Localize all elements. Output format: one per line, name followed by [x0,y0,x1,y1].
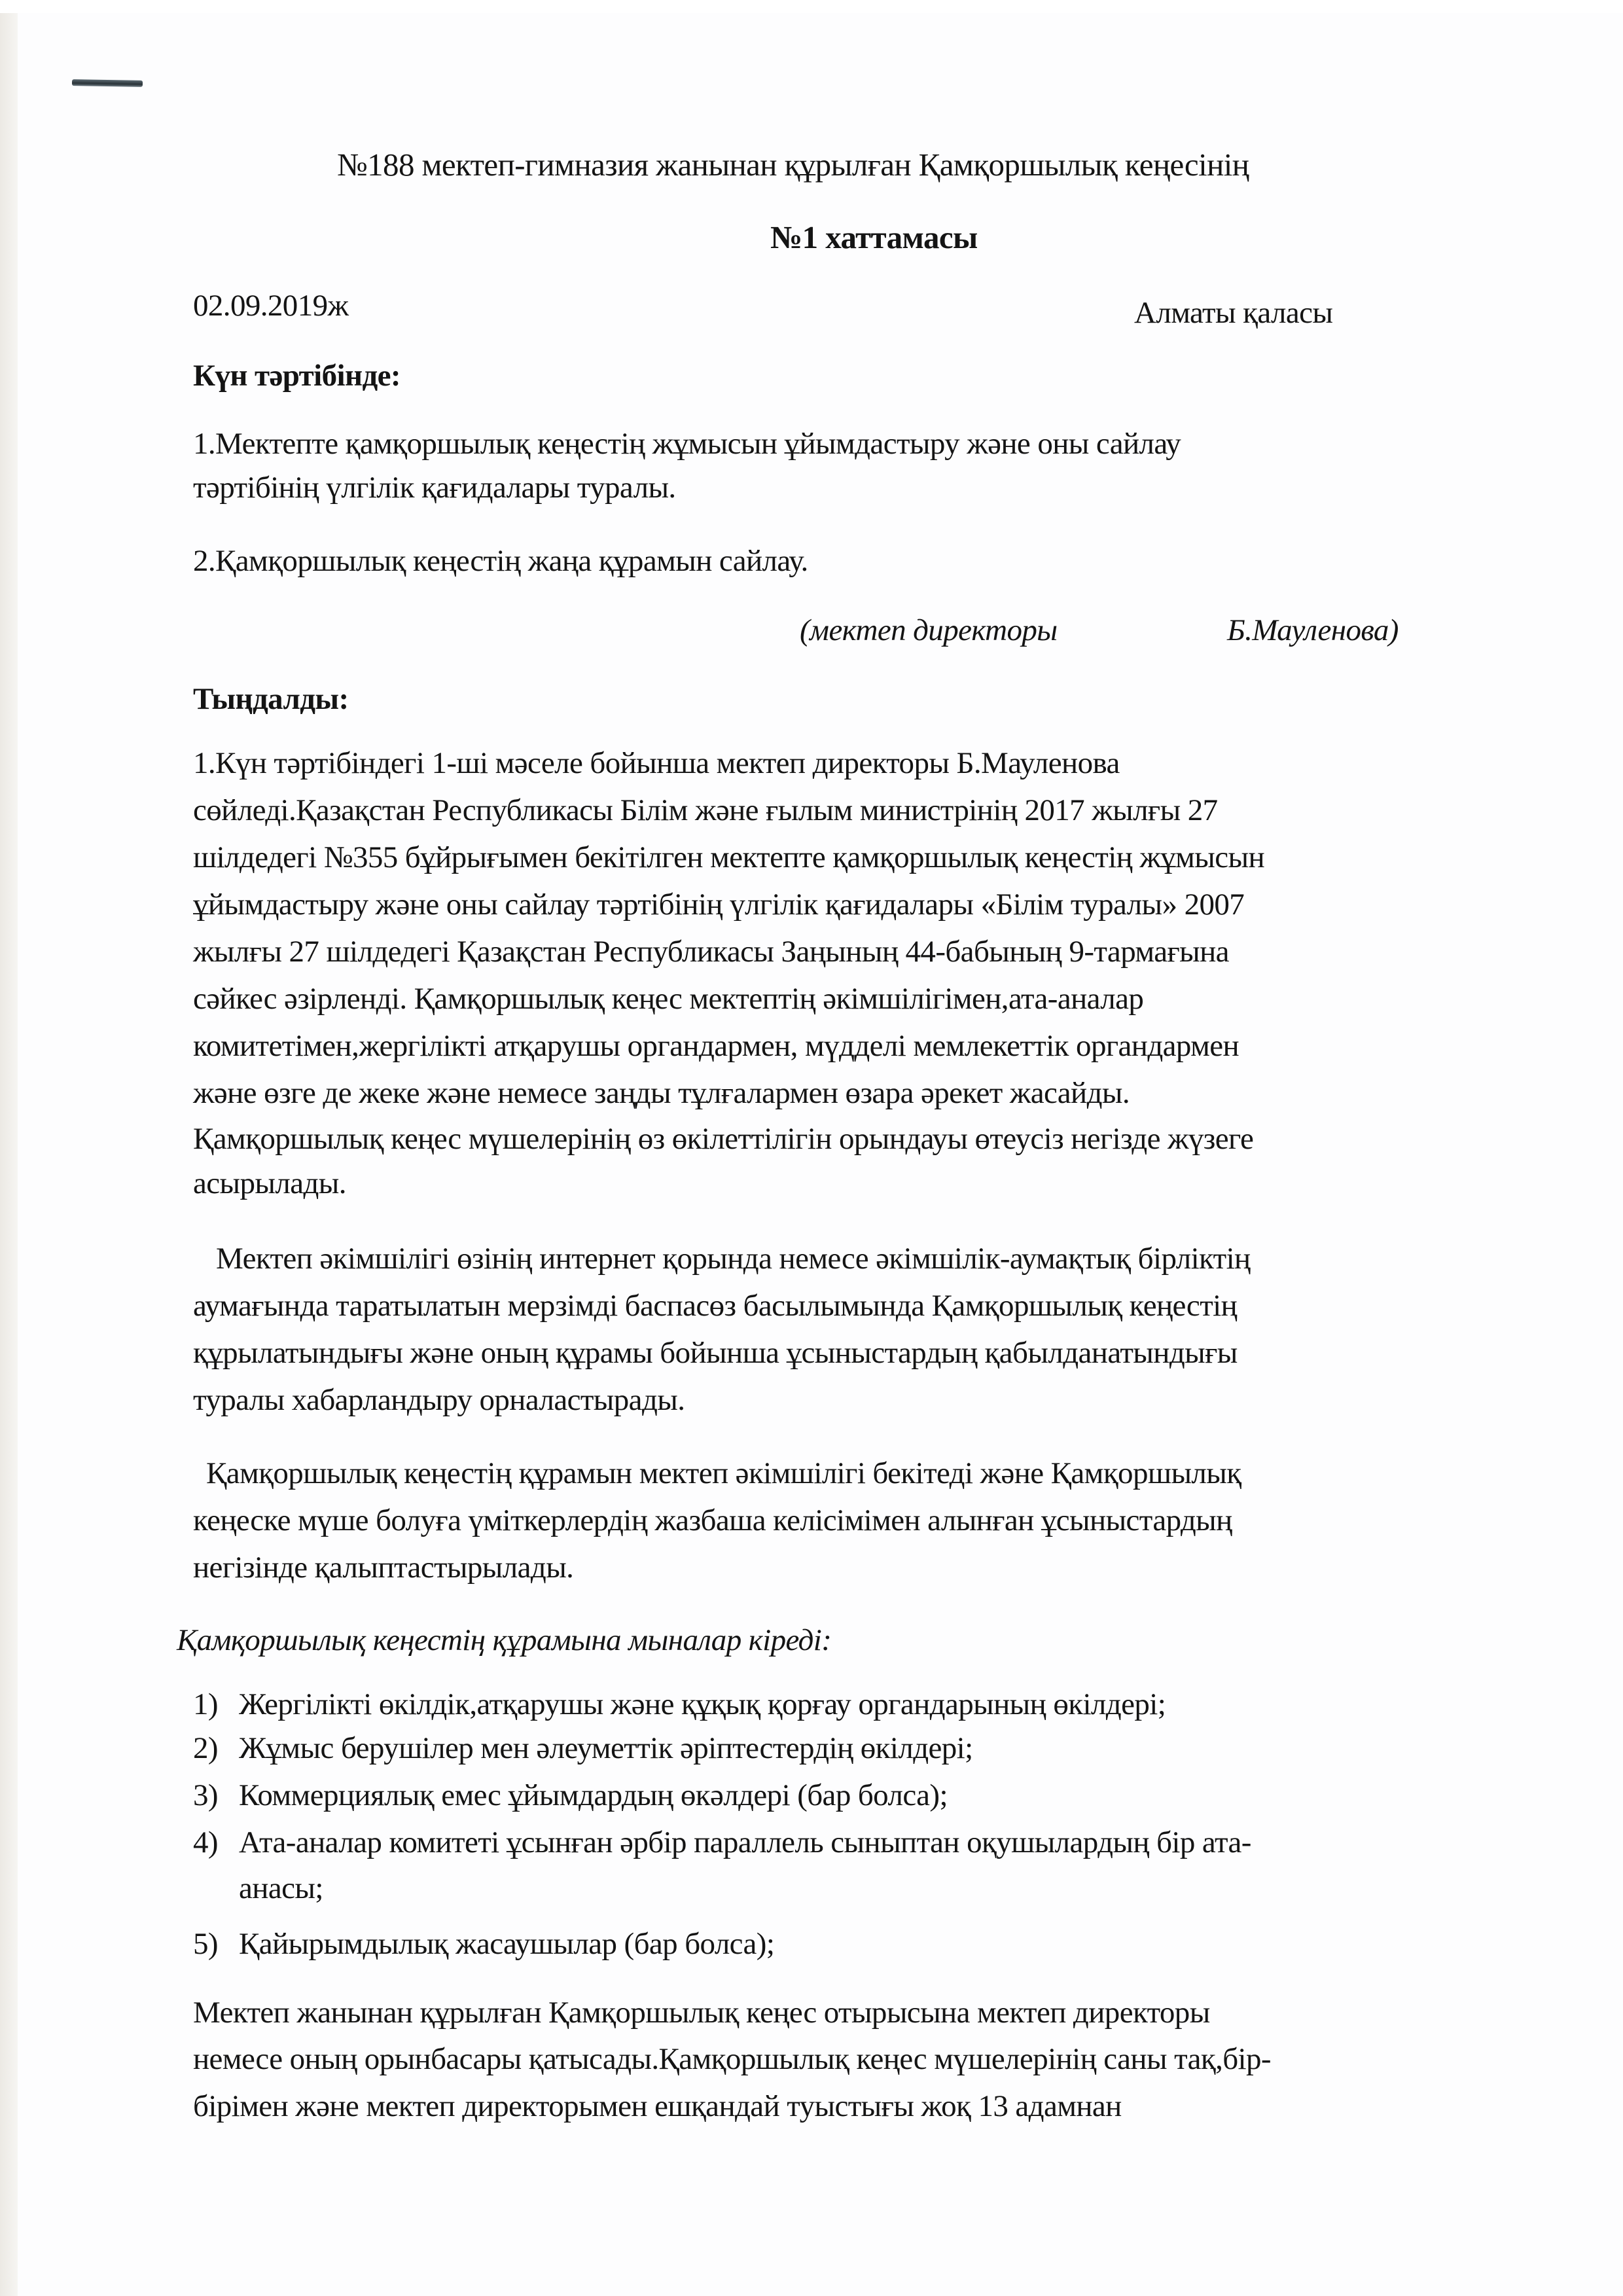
agenda-item-1-line: тәртібінің үлгілік қағидалары туралы. [193,471,676,505]
paragraph-1-line: сөйледі.Қазақстан Республикасы Білім және ғылым министрінің 2017 жылғы 27 [193,793,1218,827]
heard-heading: Тыңдалды: [193,682,349,716]
composition-item-number: 3) [193,1778,218,1812]
paragraph-1-line: 1.Күн тәртібіндегі 1-ші мәселе бойынша мектеп директоры Б.Мауленова [193,746,1120,780]
paragraph-1-line: комитетімен,жергілікті атқарушы органдармен, мүдделі мемлекеттік органдармен [193,1029,1240,1063]
composition-item: Ата-аналар комитеті ұсынған әрбір параллель сыныптан оқушылардың бір ата- [239,1825,1251,1859]
paragraph-2-line: құрылатындығы және оның құрамы бойынша ұсыныстардың қабылданатындығы [193,1336,1238,1370]
document-date: 02.09.2019ж [193,289,349,323]
paragraph-1-line: жылғы 27 шілдедегі Қазақстан Республикасы Заңының 44-бабының 9-тармағына [193,935,1229,969]
paragraph-3-line: кеңеске мүше болуға үміткерлердің жазбаша келісімімен алынған ұсыныстардың [193,1503,1232,1537]
composition-item-number: 5) [193,1927,218,1961]
paragraph-1-line: шілдедегі №355 бұйрығымен бекітілген мектепте қамқоршылық кеңестің жұмысын [193,840,1265,874]
composition-item: Қайырымдылық жасаушылар (бар болса); [239,1927,775,1961]
paragraph-4-line: бірімен және мектеп директорымен ешқандай туыстығы жоқ 13 адамнан [193,2089,1122,2123]
composition-item: Жергілікті өкілдік,атқарушы және құқық қорғау органдарының өкілдері; [239,1687,1166,1721]
composition-item-number: 2) [193,1731,218,1765]
composition-item: Жұмыс берушілер мен әлеуметтік әріптестердің өкілдері; [239,1731,973,1765]
agenda-heading: Күн тәртібінде: [193,359,401,393]
paragraph-2-line: аумағында таратылатын мерзімді баспасөз басылымында Қамқоршылық кеңестің [193,1289,1238,1323]
paragraph-3-line: Қамқоршылық кеңестің құрамын мектеп әкімшілігі бекітеді және Қамқоршылық [206,1456,1241,1490]
scan-edge-top [0,0,1623,13]
staple-mark [72,79,143,87]
paragraph-2-line: туралы хабарландыру орналастырады. [193,1383,685,1417]
scan-edge-left [0,13,18,2296]
speaker-role: (мектеп директоры [800,613,1058,647]
paragraph-4-line: Мектеп жанынан құрылған Қамқоршылық кеңес отырысына мектеп директоры [193,1996,1210,2030]
speaker-name: Б.Мауленова) [1227,613,1399,647]
paragraph-1-line: Қамқоршылық кеңес мүшелерінің өз өкілеттілігін орындауы өтеусіз негізде жүзеге [193,1122,1254,1156]
paragraph-1-line: және өзге де жеке және немесе заңды тұлғалармен өзара әрекет жасайды. [193,1076,1130,1110]
agenda-item-1-line: 1.Мектепте қамқоршылық кеңестің жұмысын ұйымдастыру және оны сайлау [193,427,1181,461]
paragraph-1-line: сәйкес әзірленді. Қамқоршылық кеңес мектептің әкімшілігімен,ата-аналар [193,982,1144,1016]
composition-item-number: 1) [193,1687,218,1721]
protocol-number: №1 хаттамасы [770,219,978,255]
document-city: Алматы қаласы [1134,296,1333,330]
composition-heading: Қамқоршылық кеңестің құрамына мыналар кіреді: [177,1623,832,1657]
paragraph-3-line: негізінде қалыптастырылады. [193,1551,574,1585]
paragraph-2-line: Мектеп әкімшілігі өзінің интернет қорында немесе әкімшілік-аумақтық бірліктің [216,1242,1251,1276]
document-title: №188 мектеп-гимназия жанынан құрылған Қамқоршылық кеңесінің [337,147,1249,183]
composition-item-number: 4) [193,1825,218,1859]
composition-item: Коммерциялық емес ұйымдардың өкәлдері (бар болса); [239,1778,948,1812]
agenda-item-2: 2.Қамқоршылық кеңестің жаңа құрамын сайлау. [193,544,808,578]
paragraph-1-line: ұйымдастыру және оны сайлау тәртібінің үлгілік қағидалары «Білім туралы» 2007 [193,888,1245,922]
composition-item: анасы; [239,1871,323,1905]
paragraph-4-line: немесе оның орынбасары қатысады.Қамқоршылық кеңес мүшелерінің саны тақ,бір- [193,2042,1271,2076]
paragraph-1-line: асырылады. [193,1166,346,1200]
